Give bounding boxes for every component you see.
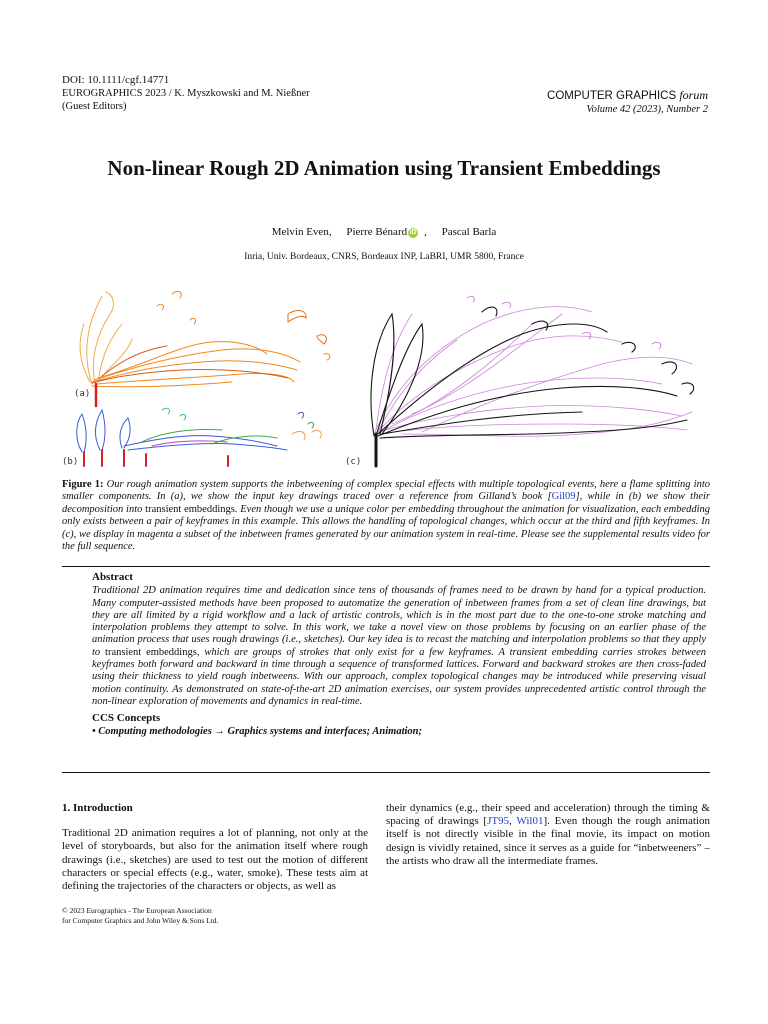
citation-gil09[interactable]: Gil09 bbox=[551, 491, 576, 503]
teaser-figure bbox=[62, 284, 710, 474]
panel-b-embeddings bbox=[77, 408, 322, 466]
ccs-concepts bbox=[92, 712, 706, 738]
intro-right-column bbox=[386, 802, 710, 868]
authors bbox=[0, 226, 768, 238]
caption-label: Figure 1: bbox=[62, 479, 104, 490]
citation-wil01[interactable]: Wil01 bbox=[516, 815, 544, 828]
paper-title: Non-linear Rough 2D Animation using Transient Embeddings bbox=[107, 156, 661, 180]
footer-line-2: for Computer Graphics and John Wiley & Sons Ltd. bbox=[62, 916, 219, 925]
caption-term: transient embeddings bbox=[145, 503, 235, 515]
abstract-term: transient embeddings bbox=[105, 646, 197, 658]
caption-text-1: Our rough animation system supports the inbetweening of complex special effects with multiple topological events, here a flame splitting into smaller components. In (a), we show the input key drawings traced over a reference from Gilland’s book [ bbox=[62, 479, 711, 503]
panel-a-flame bbox=[80, 291, 330, 406]
doi[interactable]: DOI: 10.1111/cgf.14771 bbox=[62, 74, 170, 86]
panel-c-inbetweens bbox=[371, 296, 694, 466]
author-2: Pierre Bénard bbox=[346, 226, 408, 238]
orcid-icon[interactable]: iD bbox=[409, 229, 417, 236]
abstract-text: Traditional 2D animation requires time and dedication since tens of thousands of frames need to be drawn by hand for a typical production. Many computer-assisted methods have been proposed to automatize the generation of inbetween frames from a set of clean line drawings, but they are all limited by a rigid workflow and a lack of artistic controls, which is in the most part due to the one-to-one stroke matching and interpolation problems they attempt to solve. In this work, we take a novel view on those problems by focusing on an earlier phase of the animation process that uses rough drawings (i.e., sketches). Our key idea is to recast the matching and interpolation problems so that they apply to transient embeddings, which are groups of strokes that only exist for a few keyframes. A transient embedding carries strokes between keyframes both forward and backward in time through a sequence of transformed lattices. Forward and backward strokes are then cross-faded using their thickness to yield rough inbetweens. With our approach, complex topological changes may be introduced while preserving visual motion continuity. As demonstrated on state-of-the-art 2D animation exercises, our system provides unprecedented artistic control through the non-linear exploration of movements and dynamics in real-time. bbox=[92, 585, 706, 707]
volume-line: Volume 42 (2023), Number 2 bbox=[586, 104, 708, 115]
label-c: (c) bbox=[345, 457, 362, 467]
editors-line: (Guest Editors) bbox=[62, 101, 127, 112]
label-a: (a) bbox=[74, 389, 91, 399]
intro-paragraph-left: Traditional 2D animation requires a lot of planning, not only at the level of storyboards, but also for the animation itself where rough drawings (i.e., sketches) are used to test out the motion of different characters or special effects (e.g., water, smoke). These tests aim at defining the trajectories of the characters or objects, as well as bbox=[62, 827, 368, 893]
caption-text-3: . Even though we use a unique color per embedding throughout the animation for visualization, each embedding only exists between a pair of keyframes in this example. This allows the handling of topological changes, which occur at the third and fifth keyframes. In (c), we display in magenta a subset of the inbetween frames generated by our animation system in real-time. Please see the supplemental results video for the full sequence. bbox=[62, 503, 710, 553]
abstract-bottom-rule bbox=[62, 772, 710, 773]
footer-line-1: © 2023 Eurographics - The European Association bbox=[62, 906, 212, 915]
conference-line: EUROGRAPHICS 2023 / K. Myszkowski and M. Nießner bbox=[62, 88, 310, 99]
ccs-heading: CCS Concepts bbox=[92, 712, 161, 725]
abstract-heading: Abstract bbox=[92, 571, 133, 583]
affiliation: Inria, Univ. Bordeaux, CNRS, Bordeaux INP, LaBRI, UMR 5800, France bbox=[244, 252, 524, 262]
header-right bbox=[547, 89, 708, 116]
intro-left-column bbox=[62, 802, 368, 893]
label-b: (b) bbox=[62, 457, 79, 467]
figure-caption bbox=[62, 479, 710, 553]
ccs-line: • Computing methodologies → Graphics systems and interfaces; Animation; bbox=[92, 725, 422, 737]
author-1: Melvin Even, bbox=[271, 226, 332, 238]
caption-text-2: ], while in (b) we show their decomposition into bbox=[62, 491, 710, 515]
abstract-block bbox=[92, 571, 706, 738]
author-sep: , bbox=[424, 226, 427, 238]
header-left bbox=[62, 74, 310, 113]
abstract-top-rule bbox=[62, 566, 710, 567]
copyright-footer bbox=[62, 906, 218, 926]
citation-jt95[interactable]: JT95 bbox=[487, 815, 510, 828]
intro-heading: 1. Introduction bbox=[62, 802, 133, 814]
intro-paragraph-right: their dynamics (e.g., their speed and acceleration) through the timing & spacing of drawings [JT95, Wil01]. Even though the rough animation itself is not directly visible in the final movie, its impact on motion design is vividly retained, since it serves as a guide for “inbetweeners” – the artists who draw all the intermediate frames. bbox=[386, 802, 710, 867]
journal-name: COMPUTER GRAPHICS forum bbox=[547, 88, 708, 102]
author-3: Pascal Barla bbox=[441, 226, 497, 238]
